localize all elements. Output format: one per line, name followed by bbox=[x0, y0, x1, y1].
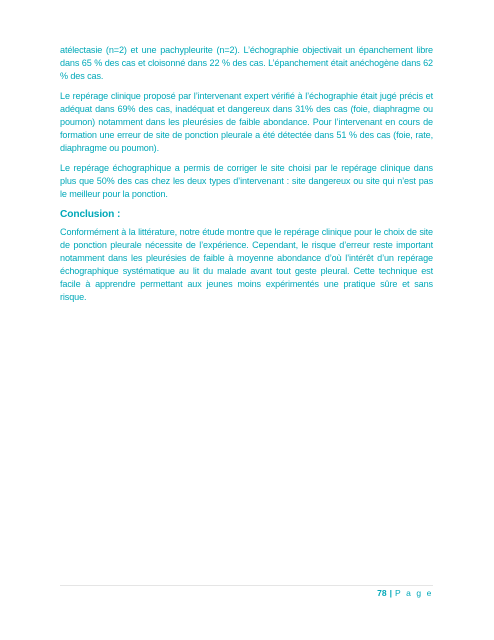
paragraph-echographic-marking: Le repérage échographique a permis de corriger le site choisi par le repérage clinique dans plus que 50% des cas chez les deux types d’intervenant : site dangereux ou site qui n’est pas le meilleur pour la ponction. bbox=[60, 163, 433, 199]
paragraph-conclusion: Conformément à la littérature, notre étude montre que le repérage clinique pour le choix de site de ponction pleurale nécessite de l’expérience. Cependant, le risque d’erreur reste important notamment dans les pleurésies de faible à moyenne abondance d’où l’intérêt d’un repérage échographique systématique au lit du malade avant tout geste pleural. Cette technique est facile à apprendre permettant aux jeunes moins expérimentés une pratique sûre et sans risque. bbox=[60, 227, 433, 302]
paragraph-results-echography: atélectasie (n=2) et une pachypleurite (n=2). L’échographie objectivait un épanchement libre dans 65 % des cas et cloisonné dans 22 % des cas. L’épanchement était anéchogène dans 62 % des cas. bbox=[60, 45, 433, 81]
footer-separator: | bbox=[389, 588, 393, 598]
page-number: 78 bbox=[377, 588, 387, 598]
page-label: P a g e bbox=[395, 588, 433, 598]
paragraph-clinical-marking: Le repérage clinique proposé par l’intervenant expert vérifié à l’échographie était jugé précis et adéquat dans 69% des cas, inadéquat et dangereux dans 31% des cas (foie, diaphragme ou poumon) notamment dans les pleurésies de faible abondance. Pour l’intervenant en cours de formation une erreur de site de ponction pleurale a été détectée dans 51 % des cas (foie, rate, diaphragme ou poumon). bbox=[60, 91, 433, 153]
footer-divider bbox=[60, 585, 433, 586]
page-content bbox=[60, 44, 433, 311]
conclusion-heading: Conclusion : bbox=[60, 209, 121, 220]
page-footer bbox=[377, 587, 433, 599]
